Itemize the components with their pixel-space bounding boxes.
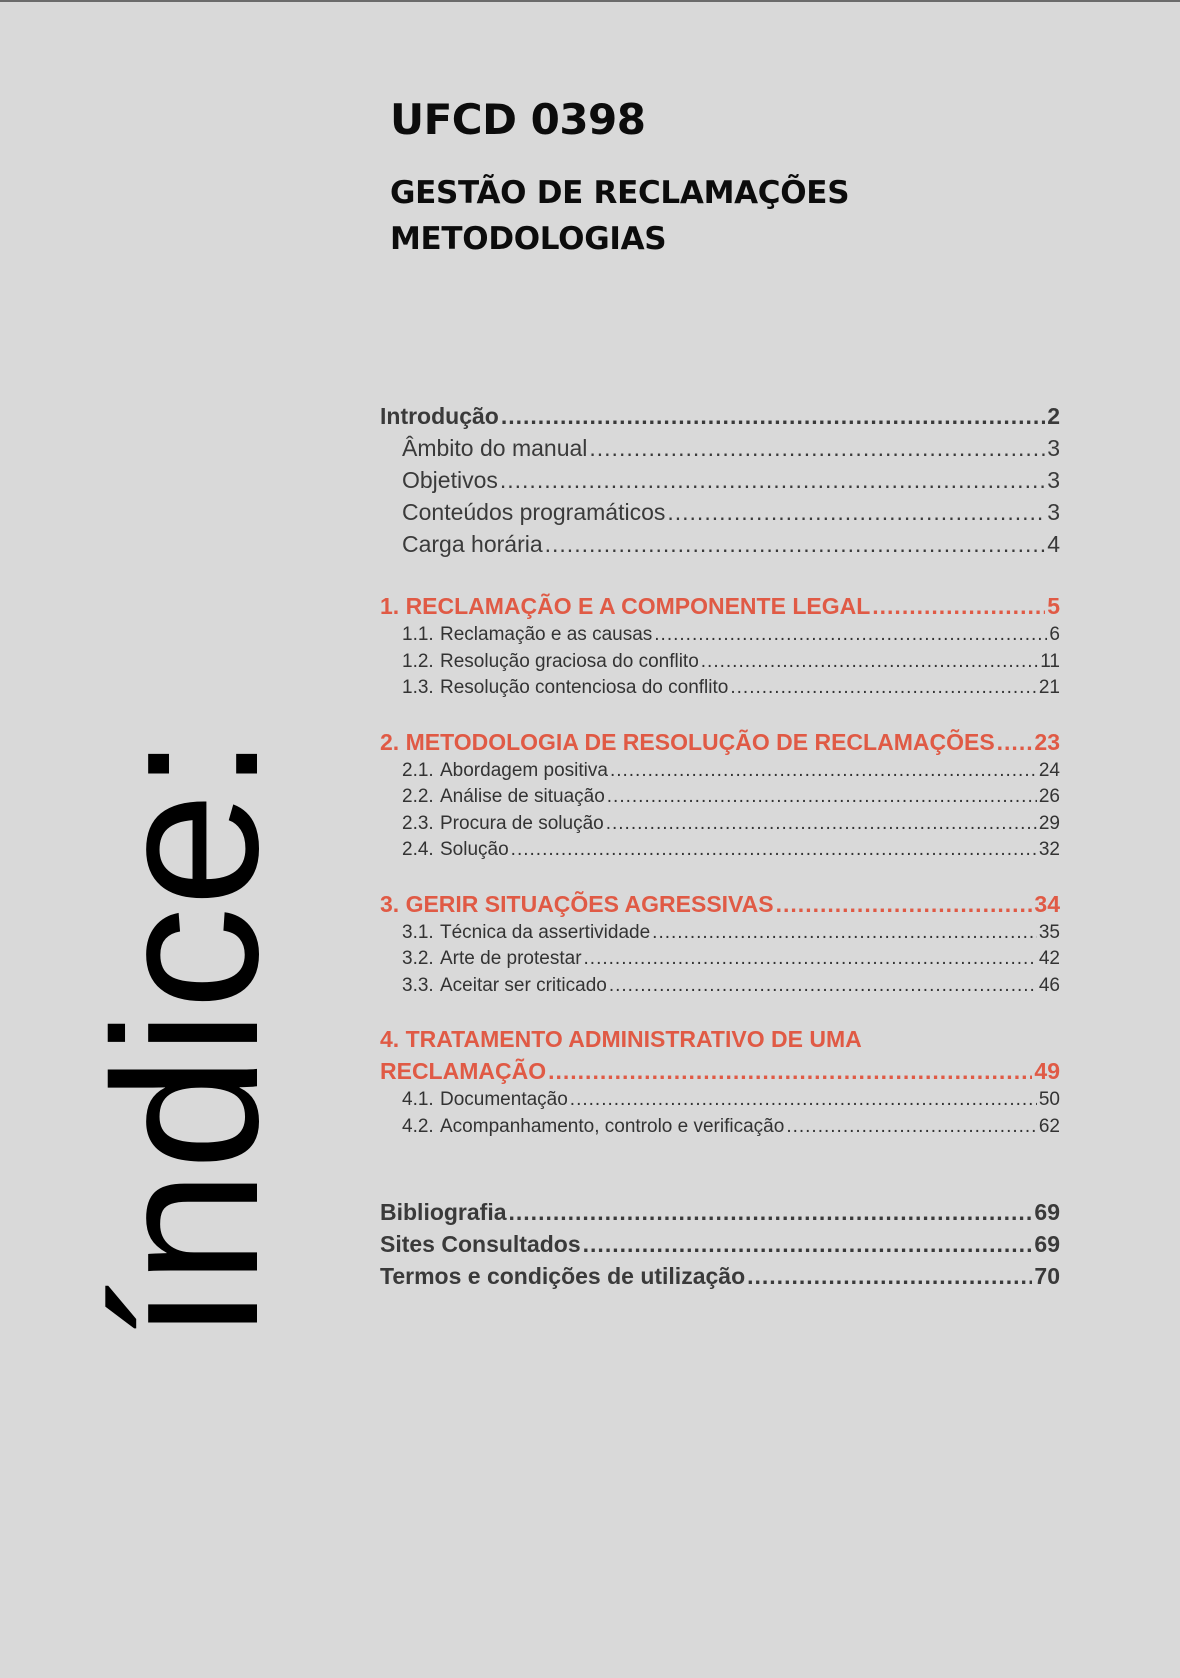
toc-subentry-label: Técnica da assertividade <box>440 921 651 943</box>
toc-subentry-label: Procura de solução <box>440 812 604 834</box>
toc-subentry-page: 29 <box>1038 812 1060 834</box>
toc-subentry-page: 46 <box>1038 974 1060 996</box>
table-of-contents <box>380 400 1060 1292</box>
course-code: UFCD 0398 <box>390 95 646 144</box>
toc-subentry-page: 21 <box>1038 677 1060 698</box>
toc-subentry-number: 3.2. <box>402 948 434 969</box>
dot-leader <box>747 1260 1032 1292</box>
toc-entry-label: Introdução <box>380 403 499 429</box>
toc-entry-terms[interactable] <box>380 1260 1060 1292</box>
toc-subentry-page: 32 <box>1038 839 1060 860</box>
toc-entry-label: Objetivos <box>402 467 498 493</box>
toc-subentry[interactable] <box>380 973 1060 1000</box>
toc-entry-page: 70 <box>1034 1263 1060 1289</box>
toc-subentry-page: 6 <box>1049 624 1060 645</box>
toc-subentry-label: Documentação <box>440 1089 568 1110</box>
toc-subentry[interactable] <box>380 946 1060 973</box>
toc-entry-label: Sites Consultados <box>380 1231 581 1257</box>
toc-subentry-label: Arte de protestar <box>440 948 582 969</box>
toc-subentry-number: 2.3. <box>402 812 434 834</box>
toc-entry-sites[interactable] <box>380 1228 1060 1260</box>
toc-subentry-page: 35 <box>1038 921 1060 943</box>
toc-subentry-label: Reclamação e as causas <box>440 624 653 645</box>
dot-leader <box>500 464 1045 496</box>
toc-subentry-number: 1.1. <box>402 624 434 645</box>
dot-leader <box>730 675 1037 702</box>
toc-subentry-page: 42 <box>1038 948 1060 969</box>
toc-subentry-number: 1.3. <box>402 677 434 698</box>
toc-subentry[interactable] <box>380 811 1060 838</box>
toc-section-page: 5 <box>1047 593 1060 619</box>
toc-section-1[interactable] <box>380 590 1060 622</box>
toc-section-label: 2. METODOLOGIA DE RESOLUÇÃO DE RECLAMAÇÕES <box>380 728 995 755</box>
toc-subentry-number: 3.1. <box>402 921 434 943</box>
index-heading: índice: <box>71 735 301 1342</box>
toc-entry-label: Bibliografia <box>380 1199 507 1225</box>
subtitle-line-2: METODOLOGIAS <box>390 221 667 257</box>
toc-subentry-label: Análise de situação <box>440 786 605 807</box>
dot-leader <box>997 726 1033 758</box>
toc-entry-page: 4 <box>1047 531 1060 557</box>
dot-leader <box>654 622 1047 649</box>
toc-section-page: 23 <box>1034 728 1060 755</box>
toc-entry[interactable] <box>380 528 1060 560</box>
toc-subentry[interactable] <box>380 675 1060 702</box>
toc-entry-intro[interactable] <box>380 400 1060 432</box>
toc-subentry[interactable] <box>380 649 1060 676</box>
toc-section-label: 1. RECLAMAÇÃO E A COMPONENTE LEGAL <box>380 593 871 619</box>
title-block <box>390 94 1110 262</box>
toc-entry-page: 2 <box>1047 403 1060 429</box>
toc-section-4[interactable] <box>380 1055 1060 1087</box>
toc-subentry-number: 2.1. <box>402 759 434 781</box>
toc-subentry-page: 11 <box>1040 650 1060 672</box>
toc-subentry-number: 4.1. <box>402 1089 434 1110</box>
toc-section-label: RECLAMAÇÃO <box>380 1058 547 1084</box>
dot-leader <box>606 811 1037 838</box>
dot-leader <box>509 1196 1033 1228</box>
toc-section-3[interactable] <box>380 888 1060 920</box>
toc-entry-label: Âmbito do manual <box>402 435 588 461</box>
toc-subentry-number: 1.2. <box>402 650 434 672</box>
top-rule <box>0 0 1180 2</box>
dot-leader <box>667 496 1045 528</box>
subtitle-line-1: GESTÃO DE RECLAMAÇÕES <box>390 175 850 211</box>
toc-entry[interactable] <box>380 496 1060 528</box>
dot-leader <box>584 946 1037 973</box>
toc-section-2[interactable] <box>380 726 1060 758</box>
dot-leader <box>786 1114 1037 1141</box>
toc-entry[interactable] <box>380 432 1060 464</box>
dot-leader <box>501 400 1045 432</box>
toc-subentry-number: 2.2. <box>402 786 434 807</box>
toc-subentry-number: 2.4. <box>402 839 434 860</box>
toc-entry-page: 3 <box>1047 499 1060 525</box>
toc-subentry-label: Resolução graciosa do conflito <box>440 650 699 672</box>
dot-leader <box>776 888 1033 920</box>
toc-subentry-number: 4.2. <box>402 1115 434 1137</box>
toc-subentry[interactable] <box>380 920 1060 947</box>
dot-leader <box>589 432 1045 464</box>
toc-entry-label: Termos e condições de utilização <box>380 1263 746 1289</box>
toc-subentry[interactable] <box>380 1114 1060 1141</box>
dot-leader <box>652 920 1037 947</box>
toc-entry-page: 69 <box>1034 1199 1060 1225</box>
toc-section-4-line-1[interactable]: 4. TRATAMENTO ADMINISTRATIVO DE UMA <box>380 1026 862 1052</box>
toc-subentry-page: 50 <box>1038 1089 1060 1110</box>
dot-leader <box>511 837 1037 864</box>
toc-subentry[interactable] <box>380 1087 1060 1114</box>
toc-subentry-label: Solução <box>440 839 509 860</box>
dot-leader <box>610 758 1037 785</box>
toc-subentry[interactable] <box>380 758 1060 785</box>
toc-subentry[interactable] <box>380 784 1060 811</box>
toc-entry[interactable] <box>380 464 1060 496</box>
toc-section-label: 3. GERIR SITUAÇÕES AGRESSIVAS <box>380 890 774 917</box>
toc-entry-page: 3 <box>1047 435 1060 461</box>
toc-subentry-label: Abordagem positiva <box>440 759 608 781</box>
dot-leader <box>609 973 1037 1000</box>
toc-subentry-label: Aceitar ser criticado <box>440 974 607 996</box>
toc-subentry[interactable] <box>380 837 1060 864</box>
dot-leader <box>545 528 1046 560</box>
toc-entry-label: Carga horária <box>402 531 543 557</box>
course-subtitle <box>390 170 1110 262</box>
dot-leader <box>701 649 1039 676</box>
dot-leader <box>570 1087 1037 1114</box>
toc-subentry-page: 26 <box>1038 786 1060 807</box>
toc-entry-label: Conteúdos programáticos <box>402 499 666 525</box>
dot-leader <box>607 784 1037 811</box>
toc-subentry-page: 24 <box>1038 759 1060 781</box>
toc-entry-bibliography[interactable] <box>380 1196 1060 1228</box>
toc-section-page: 34 <box>1034 890 1060 917</box>
dot-leader <box>872 590 1045 622</box>
toc-section-page: 49 <box>1034 1058 1060 1084</box>
toc-entry-page: 3 <box>1047 467 1060 493</box>
toc-entry-page: 69 <box>1034 1231 1060 1257</box>
toc-subentry-label: Resolução contenciosa do conflito <box>440 677 729 698</box>
toc-subentry[interactable] <box>380 622 1060 649</box>
toc-subentry-label: Acompanhamento, controlo e verificação <box>440 1115 785 1137</box>
toc-subentry-number: 3.3. <box>402 974 434 996</box>
toc-subentry-page: 62 <box>1038 1115 1060 1137</box>
dot-leader <box>583 1228 1033 1260</box>
dot-leader <box>548 1055 1032 1087</box>
